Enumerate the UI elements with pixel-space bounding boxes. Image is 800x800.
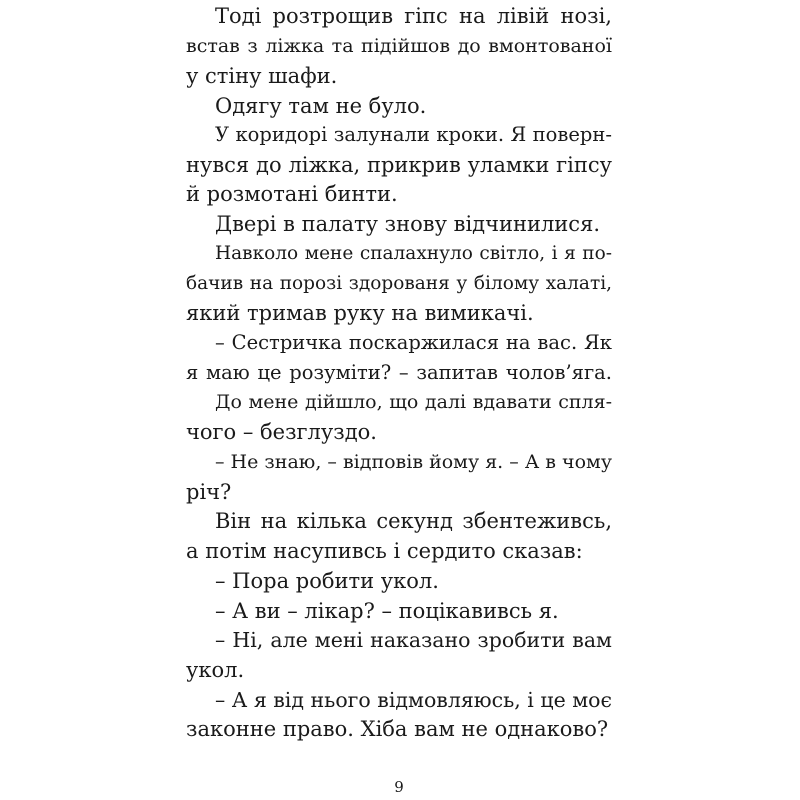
text-line: а потім насупивсь і сердито сказав: bbox=[186, 539, 583, 563]
text-line: законне право. Хіба вам не однаково? bbox=[186, 717, 609, 741]
text-line: – Ні, але мені наказано зробити вам bbox=[215, 628, 612, 652]
text-line: – А я від нього відмовляюсь, і це моє bbox=[215, 688, 612, 712]
text-line: річ? bbox=[186, 480, 232, 504]
text-line: нувся до ліжка, прикрив уламки гіпсу bbox=[186, 153, 612, 177]
text-line: який тримав руку на вимикачі. bbox=[186, 301, 534, 325]
text-line: – Пора робити укол. bbox=[215, 569, 439, 593]
text-line: – Сестричка поскаржилася на вас. Як bbox=[215, 331, 612, 354]
text-line: чого – безглуздо. bbox=[186, 420, 377, 444]
text-line: Двері в палату знову відчинилися. bbox=[215, 212, 600, 236]
text-line: Він на кілька секунд збентеживсь, bbox=[215, 509, 612, 533]
text-line: У коридорі залунали кроки. Я поверн- bbox=[215, 123, 612, 146]
text-line: я маю це розуміти? – запитав чолов’яга. bbox=[186, 361, 612, 384]
text-line: Тоді розтрощив гіпс на лівій нозі, bbox=[215, 4, 612, 28]
text-line: й розмотані бинти. bbox=[186, 182, 398, 206]
text-line: укол. bbox=[186, 658, 245, 682]
text-line: у стіну шафи. bbox=[186, 64, 338, 88]
text-line: бачив на порозі здорованя у білому халаті, bbox=[186, 273, 612, 294]
text-line: Одягу там не було. bbox=[215, 94, 427, 118]
text-line: – А ви – лікар? – поцікавивсь я. bbox=[215, 599, 559, 623]
text-line: встав з ліжка та підійшов до вмонтованої bbox=[186, 35, 612, 57]
book-page bbox=[186, 0, 612, 800]
page-number: 9 bbox=[394, 778, 404, 796]
text-line: – Не знаю, – відповів йому я. – А в чому bbox=[215, 451, 612, 473]
text-line: Навколо мене спалахнуло світло, і я по- bbox=[215, 243, 612, 264]
text-line: До мене дійшло, що далі вдавати спля- bbox=[215, 391, 612, 413]
